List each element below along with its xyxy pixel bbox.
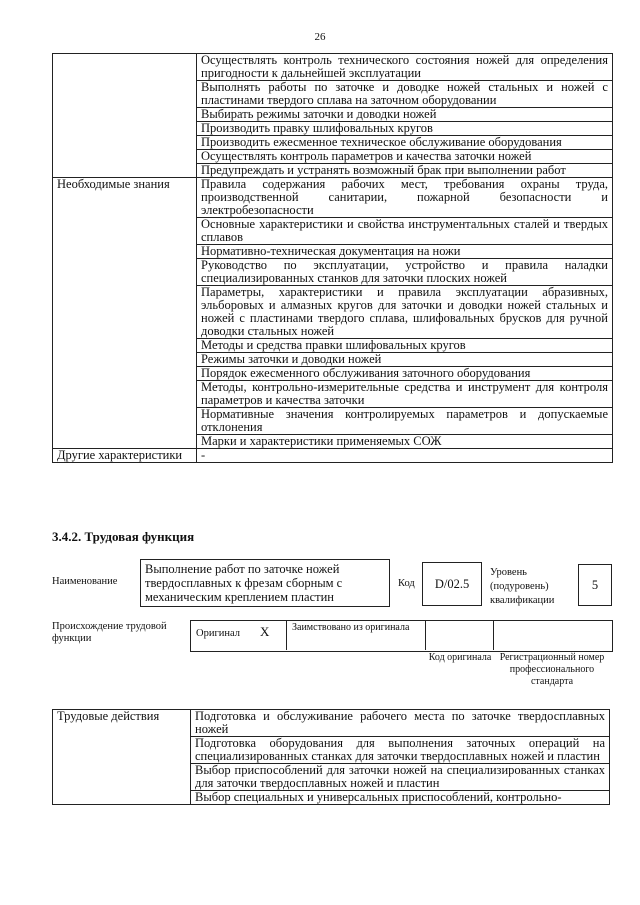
reg-caption: Регистрационный номер профессионального стандарта (499, 652, 605, 687)
original-label: Оригинал (196, 628, 240, 639)
row-text: Выбирать режимы заточки и доводки ножей (197, 108, 613, 122)
row-text: Осуществлять контроль параметров и качества заточки ножей (197, 150, 613, 164)
row-text: Параметры, характеристики и правила эксплуатации абразивных, эльборовых и алмазных кругов для заточки и доводки ножей стальных и ножей с пластинами твердого сплава, шлифовальных брусков для ручной доводки стальных ножей (197, 286, 613, 339)
level-value: 5 (591, 578, 599, 592)
code-caption: Код оригинала (428, 652, 492, 663)
row-text: Предупреждать и устранять возможный брак при выполнении работ (197, 164, 613, 178)
row-text: Осуществлять контроль технического состояния ножей для определения пригодности к дальнейшей эксплуатации (197, 54, 613, 81)
row-text: Производить ежесменное техническое обслуживание оборудования (197, 136, 613, 150)
row-label: Трудовые действия (53, 710, 191, 805)
row-label: Другие характеристики (53, 449, 197, 463)
labor-actions-table (52, 709, 610, 805)
origin-label: Происхождение трудовой функции (52, 621, 167, 644)
origin-divider-1 (286, 620, 287, 650)
row-label (53, 54, 197, 178)
row-text: Основные характеристики и свойства инструментальных сталей и твердых сплавов (197, 218, 613, 245)
row-text: Подготовка и обслуживание рабочего места по заточке твердосплавных ножей (191, 710, 610, 737)
level-label: Уровень (подуровень) квалификации (490, 567, 555, 606)
table-row (53, 178, 613, 218)
page-number: 26 (314, 31, 326, 43)
row-text: - (197, 449, 613, 463)
row-text: Нормативно-техническая документация на ножи (197, 245, 613, 259)
row-text: Режимы заточки и доводки ножей (197, 353, 613, 367)
row-text: Выбор приспособлений для заточки ножей на специализированных станках для заточки твердосплавных ножей и пластин (191, 764, 610, 791)
row-text: Выбор специальных и универсальных приспособлений, контрольно- (191, 791, 610, 805)
original-mark: X (260, 624, 270, 639)
section-title: 3.4.2. Трудовая функция (52, 529, 195, 544)
origin-divider-2 (425, 620, 426, 650)
row-text: Нормативные значения контролируемых параметров и допускаемые отклонения (197, 408, 613, 435)
row-text: Порядок ежесменного обслуживания заточного оборудования (197, 367, 613, 381)
code-box (422, 562, 482, 606)
code-value: D/02.5 (434, 577, 470, 591)
skills-knowledge-table (52, 53, 613, 463)
name-value: Выполнение работ по заточке ножей твердосплавных к фрезам сборным с механическим креплением пластин (145, 562, 343, 604)
row-text: Руководство по эксплуатации, устройство и правила наладки специализированных станков для заточки плоских ножей (197, 259, 613, 286)
table-row (53, 710, 610, 737)
name-label: Наименование (52, 576, 118, 587)
row-text: Методы и средства правки шлифовальных кругов (197, 339, 613, 353)
row-label: Необходимые знания (53, 178, 197, 449)
row-text: Правила содержания рабочих мест, требования охраны труда, производственной санитарии, пожарной безопасности и электробезопасности (197, 178, 613, 218)
row-text: Производить правку шлифовальных кругов (197, 122, 613, 136)
row-text: Методы, контрольно-измерительные средства и инструмент для контроля параметров и качества заточки (197, 381, 613, 408)
code-label: Код (398, 578, 415, 589)
borrowed-label: Заимствовано из оригинала (292, 622, 410, 633)
table-row (53, 54, 613, 81)
name-box (140, 559, 390, 607)
row-text: Марки и характеристики применяемых СОЖ (197, 435, 613, 449)
table-row (53, 449, 613, 463)
row-text: Подготовка оборудования для выполнения заточных операций на специализированных станках для заточки твердосплавных ножей и пластин (191, 737, 610, 764)
row-text: Выполнять работы по заточке и доводке ножей стальных и ножей с пластинами твердого сплава на заточном оборудовании (197, 81, 613, 108)
level-box (578, 564, 612, 606)
origin-divider-3 (493, 620, 494, 650)
